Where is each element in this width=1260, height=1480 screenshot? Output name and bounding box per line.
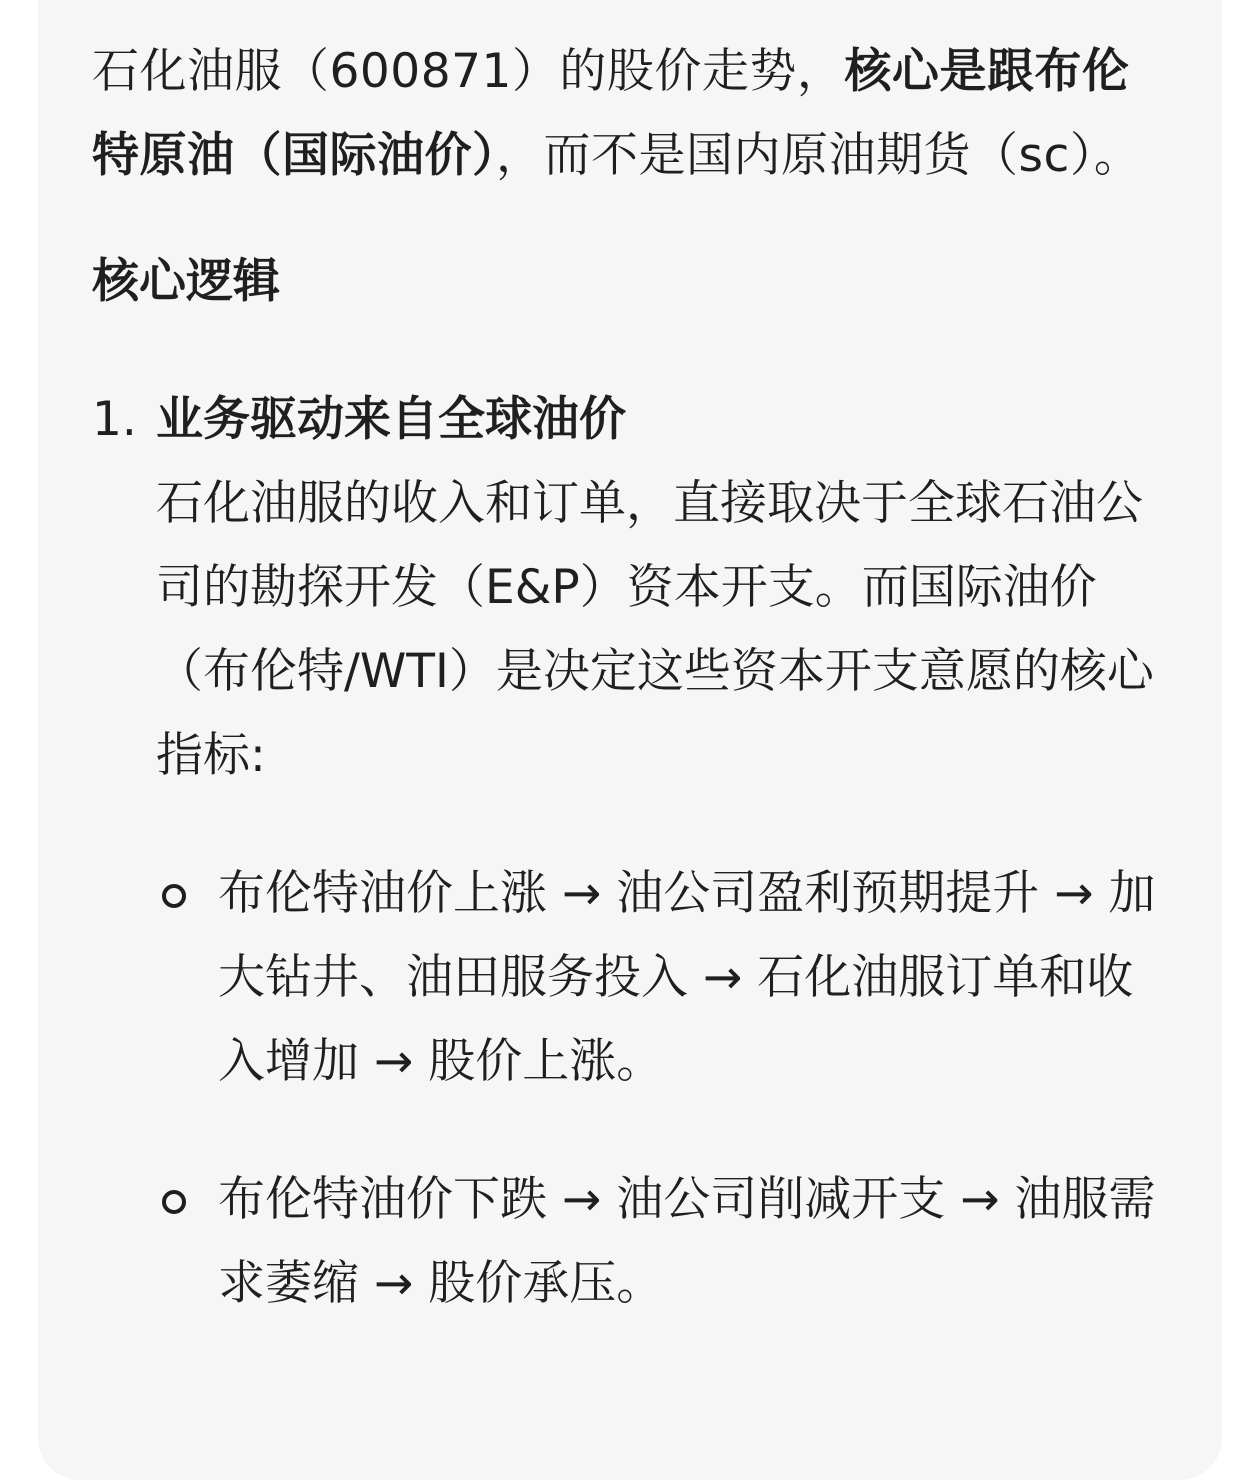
section-heading: 核心逻辑 bbox=[92, 254, 280, 309]
ordered-list-item bbox=[92, 378, 1172, 1326]
bullet-text: 布伦特油价下跌 → 油公司削减开支 → 油服需求萎缩 → 股价承压。 bbox=[218, 1172, 1156, 1311]
bullet-item bbox=[156, 852, 1172, 1104]
intro-text-3: ，而不是国内原油期货（sc）。 bbox=[496, 128, 1142, 183]
list-item-body: 石化油服的收入和订单，直接取决于全球石油公司的勘探开发（E&P）资本开支。而国际油价（布伦特/WTI）是决定这些资本开支意愿的核心指标: bbox=[156, 476, 1154, 783]
list-item-title: 业务驱动来自全球油价 bbox=[156, 392, 626, 447]
intro-text-1: 石化油服（600871）的股价走势， bbox=[92, 44, 845, 99]
list-number: 1. bbox=[92, 392, 137, 447]
bullet-text: 布伦特油价上涨 → 油公司盈利预期提升 → 加大钻井、油田服务投入 → 石化油服订单和收入增加 → 股价上涨。 bbox=[218, 866, 1156, 1089]
bullet-item bbox=[156, 1158, 1172, 1326]
bullet-list bbox=[156, 852, 1172, 1326]
hollow-circle-bullet-icon bbox=[162, 884, 186, 908]
intro-paragraph bbox=[92, 30, 1172, 198]
message-content bbox=[92, 30, 1172, 1380]
intro-bold-text: 核心是跟布伦特原油（国际油价） bbox=[92, 44, 1130, 183]
hollow-circle-bullet-icon bbox=[162, 1190, 186, 1214]
